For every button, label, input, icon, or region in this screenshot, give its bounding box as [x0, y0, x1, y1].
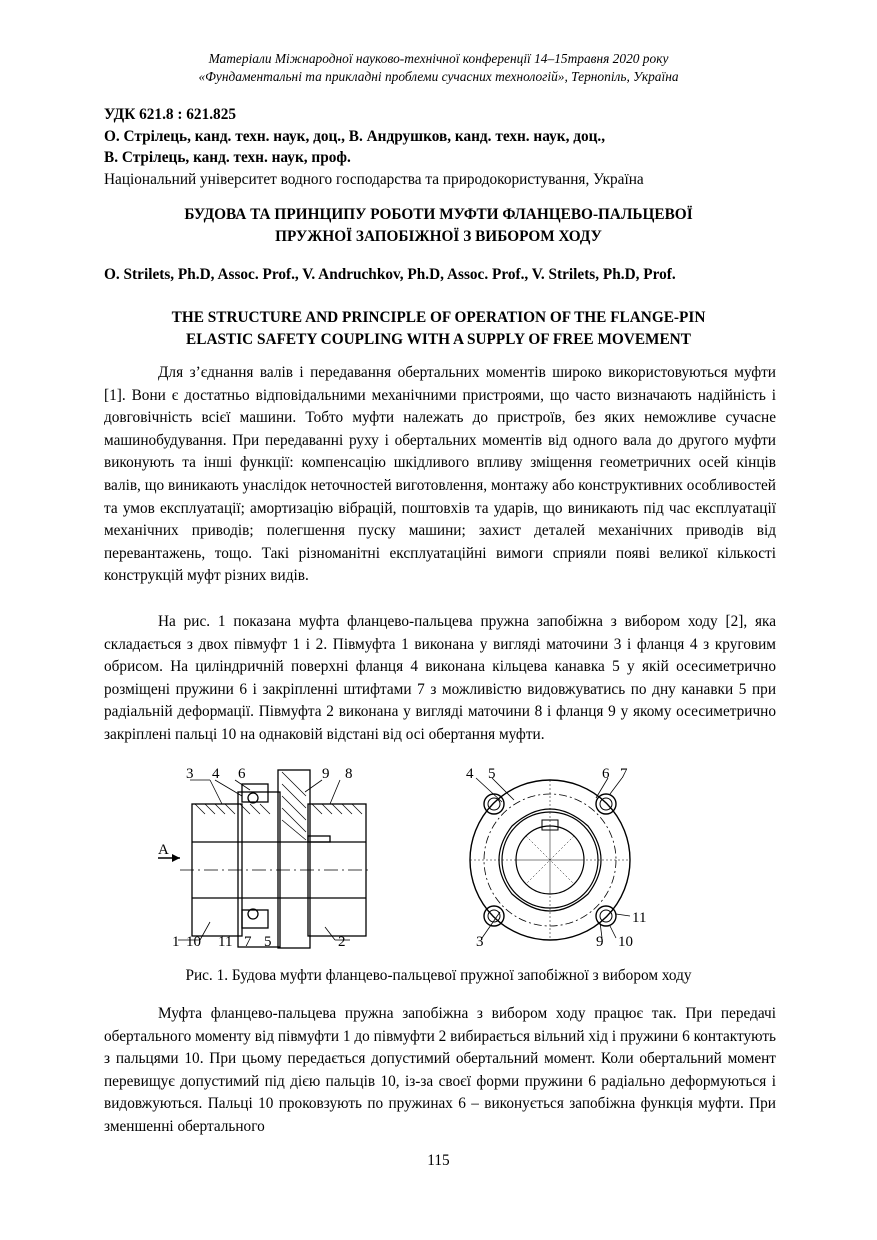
figure-coupling-section — [150, 762, 370, 952]
authors-en: O. Strilets, Ph.D, Assoc. Prof., V. Andruchkov, Ph.D, Assoc. Prof., V. Strilets, Ph.D, Prof. — [104, 266, 676, 283]
affiliation: Національний університет водного господарства та природокористування, Україна — [104, 170, 644, 188]
label-3-view: 3 — [476, 934, 484, 950]
title-ua-line-1: БУДОВА ТА ПРИНЦИПУ РОБОТИ МУФТИ ФЛАНЦЕВО-ПАЛЬЦЕВОЇ — [184, 206, 693, 223]
label-8: 8 — [345, 766, 353, 782]
label-4-view: 4 — [466, 766, 474, 782]
label-7: 7 — [244, 934, 252, 950]
label-10-view: 10 — [618, 934, 633, 950]
label-11-view: 11 — [632, 910, 647, 926]
flange-4-outline — [238, 792, 280, 947]
label-4: 4 — [212, 766, 220, 782]
author-block — [104, 104, 776, 190]
label-2: 2 — [338, 934, 346, 950]
label-5-view: 5 — [488, 766, 496, 782]
label-7-view: 7 — [620, 766, 628, 782]
paragraph-operation: Муфта фланцево-пальцева пружна запобіжна з вибором ходу працює так. При передачі обертального моменту від півмуфти 1 до півмуфти 2 вибирається вільний хід і пружини 6 контактують з пальцями 10. При цьому передається допустимий обертальний момент. Коли обертальний момент перевищує допустимий під дією пальців 10, із-за своєї форми пружини 6 радіально деформуються і видовжуються. Пальці 10 проковзують по пружинах 6 – виконується запобіжна функція муфти. При зменшенні обертального — [104, 1005, 776, 1135]
pin-circle-1 — [484, 794, 504, 814]
label-1: 1 — [172, 934, 180, 950]
authors-ua-line-2: В. Стрілець, канд. техн. наук, проф. — [104, 149, 351, 166]
label-5: 5 — [264, 934, 272, 950]
authors-ua-line-1: О. Стрілець, канд. техн. наук, доц., В. Андрушков, канд. техн. наук, доц., — [104, 127, 606, 145]
label-3: 3 — [186, 766, 194, 782]
figure-caption: Рис. 1. Будова муфти фланцево-пальцевої пружної запобіжної з вибором ходу — [185, 967, 692, 984]
label-6-view: 6 — [602, 766, 610, 782]
label-9: 9 — [322, 766, 330, 782]
figure-coupling-view-a — [462, 762, 662, 952]
pin-circle-2 — [596, 794, 616, 814]
paragraph-intro: Для з’єднання валів і передавання обертальних моментів широко використовуються муфти [1]. Вони є достатньо відповідальними механічними пристроями, що часто визначають надійність і довговічність всієї машини. Тобто муфти належать до пристроїв, без яких неможливе сучасне машинобудування. При передаванні руху і обертальних моментів від одного вала до другого муфти виконують та інші функції: компенсацію шкідливого впливу зміщення геометричних осей кінців валів, що виникають унаслідок неточностей виготовлення, монтажу або конструктивних особливостей та умов експлуатації; амортизацію вібрацій, поштовхів та ударів, що виникають під час експлуатації механічних приводів; полегшення пуску машини; захист деталей механічних приводів від перевантажень, тощо. Такі різноманітні експлуатаційні вимоги сприяли появі великої кількості конструкцій муфт різних видів. — [104, 364, 776, 585]
title-ua-line-2: ПРУЖНОЇ ЗАПОБІЖНОЇ З ВИБОРОМ ХОДУ — [275, 227, 602, 245]
header-line-2: «Фундаментальні та прикладні проблеми сучасних технологій», Тернопіль, Україна — [198, 69, 679, 84]
label-11: 11 — [218, 934, 233, 950]
title-en-line-1: THE STRUCTURE AND PRINCIPLE OF OPERATION OF THE FLANGE-PIN — [171, 309, 706, 326]
title-en-line-2: ELASTIC SAFETY COUPLING WITH A SUPPLY OF FREE MOVEMENT — [186, 330, 691, 348]
paragraph-design: На рис. 1 показана муфта фланцево-пальцева пружна запобіжна з вибором ходу [2], яка складається з двох півмуфт 1 і 2. Півмуфта 1 виконана у вигляді маточини 3 і фланця 4 з круговим обрисом. На циліндричній поверхні фланця 4 виконана кільцева канавка 5 у якій осесиметрично розміщені пружини 6 і закріпленні штифтами 7 з можливістю видовжуватись по дну канавки 5 при радіальній деформації. Півмуфта 2 виконана у вигляді маточини 8 і фланця 9 у якому осесиметрично закріплені пальці 10 на однаковій відстані від осі обертання муфти. — [104, 613, 776, 743]
label-6: 6 — [238, 766, 246, 782]
arrow-a-label: A — [158, 842, 169, 858]
udc-code: УДК 621.8 : 621.825 — [104, 106, 236, 123]
pin-circle-4 — [596, 906, 616, 926]
page-number: 115 — [427, 1152, 450, 1169]
label-10: 10 — [186, 934, 201, 950]
pin-circle-3 — [484, 906, 504, 926]
conference-header — [100, 50, 777, 86]
header-line-1: Матеріали Міжнародної науково-технічної конференції 14–15травня 2020 року — [208, 51, 669, 66]
label-9-view: 9 — [596, 934, 604, 950]
view-arrow-a — [158, 842, 180, 862]
title-en — [100, 307, 777, 350]
title-ua — [100, 204, 777, 247]
